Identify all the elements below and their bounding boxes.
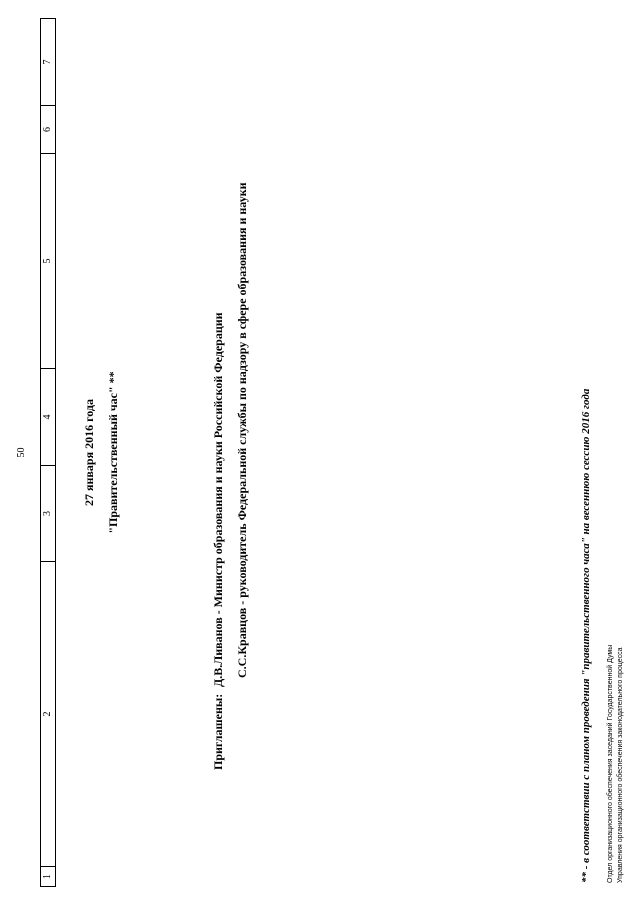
column-number: 1 bbox=[41, 866, 55, 886]
footnote: ** - в соответствии с планом проведения "правительственного часа" на весеннюю сессию 2016 года bbox=[580, 388, 592, 883]
session-date: 27 января 2016 года bbox=[82, 399, 96, 506]
invited-person: Д.В.Ливанов - Министр образования и науки Российской Федерации bbox=[211, 312, 225, 687]
department-line: Отдел организационного обеспечения заседаний Государственной Думы bbox=[607, 644, 614, 883]
department-line: Управления организационного обеспечения законодательного процесса bbox=[617, 647, 624, 883]
column-number: 3 bbox=[41, 465, 55, 561]
invited-label: Приглашены: bbox=[211, 693, 225, 770]
page-number: 50 bbox=[16, 447, 27, 458]
invited-person: С.С.Кравцов - руководитель Федеральной службы по надзору в сфере образования и науки bbox=[235, 182, 249, 678]
column-number: 2 bbox=[41, 561, 55, 866]
session-title: "Правительственный час" ** bbox=[106, 371, 120, 534]
table-header-row bbox=[40, 18, 56, 887]
column-number: 5 bbox=[41, 153, 55, 368]
column-number: 4 bbox=[41, 368, 55, 465]
column-number: 6 bbox=[41, 105, 55, 153]
column-number: 7 bbox=[42, 59, 53, 65]
